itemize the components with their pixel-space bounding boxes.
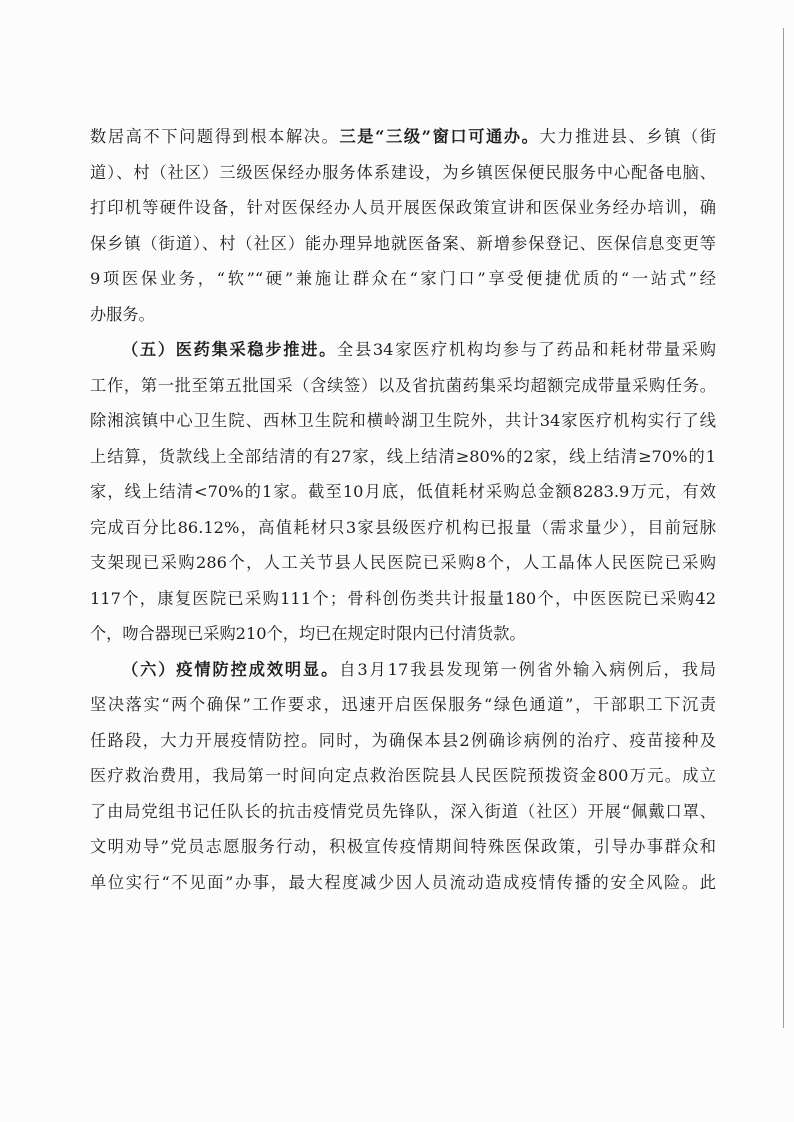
line-text: 上结算，货款线上全部结清的有27家，线上结清≥80%的2家，线上结清≥70%的1: [90, 446, 716, 466]
text-line: [90, 511, 716, 545]
text-line: [90, 759, 716, 793]
line-text: 个，吻合器现已采购210个，均已在规定时限内已付清货款。: [90, 624, 526, 643]
line-text: 打印机等硬件设备，针对医保经办人员开展医保政策宣讲和医保业务经办培训，确: [90, 198, 716, 217]
text-line: [90, 582, 716, 616]
line-text: 保乡镇（街道）、村（社区）能办理异地就医备案、新增参保登记、医保信息变更等: [90, 233, 716, 253]
emphasis-text: （六）疫情防控成效明显。: [122, 659, 340, 679]
emphasis-text: 三是“三级”窗口可通办。: [339, 127, 540, 146]
line-text: 数居高不下问题得到根本解决。: [90, 127, 340, 146]
line-text: 单位实行“不见面”办事，最大程度减少因人员流动造成疫情传播的安全风险。此: [90, 872, 716, 892]
line-text: 文明劝导”党员志愿服务行动，积极宣传疫情期间特殊医保政策，引导办事群众和: [90, 837, 716, 856]
line-text: 支架现已采购286个，人工关节县人民医院已采购8个，人工晶体人民医院已采购: [90, 553, 716, 572]
line-text: 全县34家医疗机构均参与了药品和耗材带量采购: [337, 340, 716, 359]
text-line: [90, 688, 716, 722]
text-line: [90, 298, 716, 332]
text-line: [90, 546, 716, 580]
text-line: [90, 475, 716, 509]
page-edge-line: [783, 28, 784, 1028]
line-text: 了由局党组书记任队长的抗击疫情党员先锋队，深入街道（社区）开展“佩戴口罩、: [90, 801, 716, 821]
line-text: 家，线上结清<70%的1家。截至10月底，低值耗材采购总金额8283.9万元，有效: [90, 482, 716, 501]
line-text: 除湘滨镇中心卫生院、西林卫生院和横岭湖卫生院外，共计34家医疗机构实行了线: [90, 411, 716, 430]
text-line: [90, 866, 716, 900]
text-line: [90, 191, 716, 225]
line-text: 医疗救治费用，我局第一时间向定点救治医院县人民医院预拨资金800万元。成立: [90, 766, 716, 785]
line-text: 工作，第一批至第五批国采（含续签）以及省抗菌药集采均超额完成带量采购任务。: [90, 375, 716, 395]
text-line: [90, 369, 716, 403]
text-line: [90, 404, 716, 438]
line-text: 完成百分比86.12%，高值耗材只3家县级医疗机构已报量（需求量少），目前冠脉: [90, 517, 716, 537]
line-text: 办服务。: [90, 304, 155, 324]
text-line: [90, 617, 716, 651]
line-text: 大力推进县、乡镇（街: [539, 127, 716, 146]
text-line: [90, 440, 716, 474]
text-line: [90, 227, 716, 261]
line-text: 9项医保业务，“软”“硬”兼施让群众在“家门口”享受便捷优质的“一站式”经: [90, 269, 716, 288]
line-text: 坚决落实“两个确保”工作要求，迅速开启医保服务“绿色通道”，干部职工下沉责: [90, 695, 716, 714]
line-text: 自3月17我县发现第一例省外输入病例后，我局: [339, 659, 716, 679]
text-line: [90, 156, 716, 190]
text-line: [90, 724, 716, 758]
line-text: 117个，康复医院已采购111个；骨科创伤类共计报量180个，中医医院已采购42: [90, 588, 716, 608]
line-text: 道）、村（社区）三级医保经办服务体系建设，为乡镇医保便民服务中心配备电脑、: [90, 162, 716, 182]
text-line: [90, 795, 716, 829]
text-line: [90, 830, 716, 864]
text-line: [90, 653, 716, 687]
text-line: [90, 262, 716, 296]
line-text: 任路段，大力开展疫情防控。同时，为确保本县2例确诊病例的治疗、疫苗接种及: [90, 730, 716, 750]
text-line: [90, 120, 716, 154]
emphasis-text: （五）医药集采稳步推进。: [122, 340, 338, 359]
text-line: [90, 333, 716, 367]
